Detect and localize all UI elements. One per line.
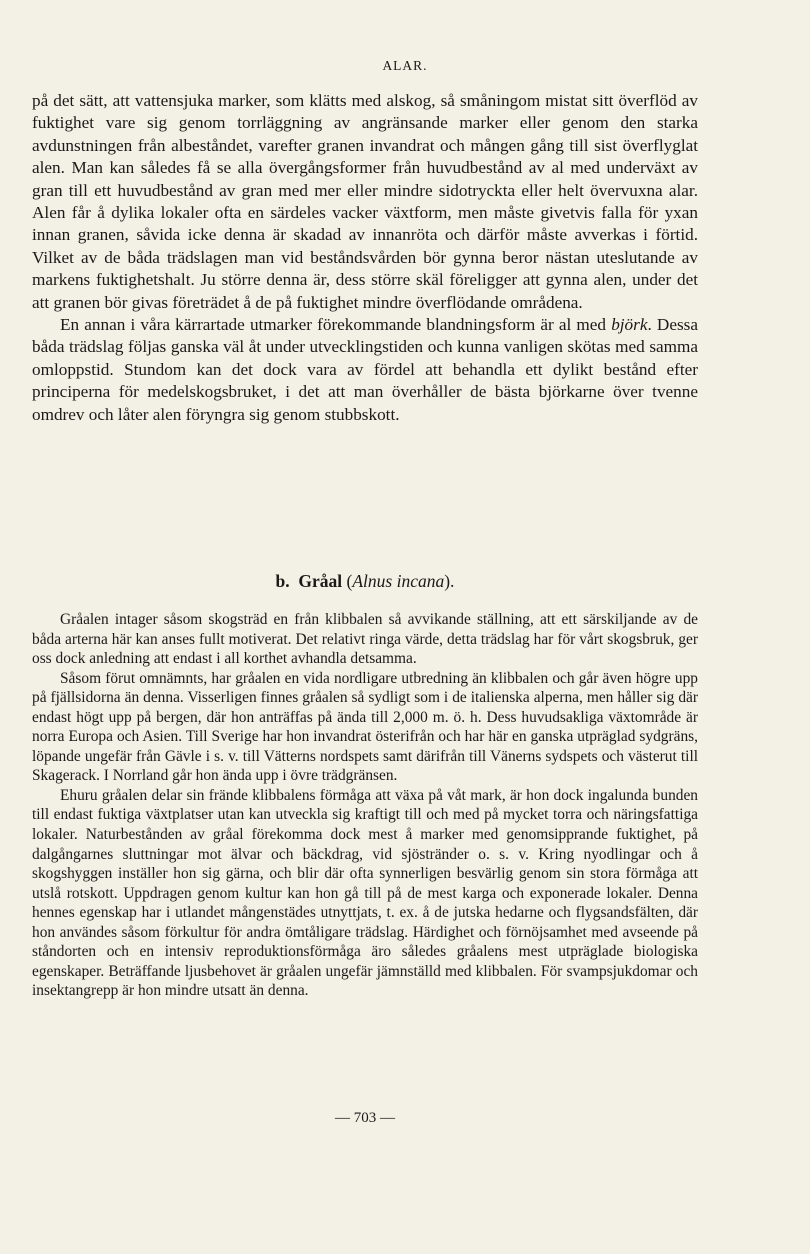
paragraph: på det sätt, att vattensjuka marker, som klätts med alskog, så småningom mistat sitt överflöd av fuktighet vare sig genom torrläggning av angränsande marker eller genom den starka avdunstningen från albeståndet, varefter granen invandrat och mången gång till sist överflyglat alen. Man kan således få se alla övergångsformer från huvudbestånd av al med underväxt av gran till ett huvudbestånd av gran med mer eller mindre sidotryckta eller helt övervuxna alar. Alen får å dylika lokaler ofta en särdeles vacker växtform, men måste givetvis falla för yxan innan granen, såvida icke denna är skadad av innanröta och därför måste avverkas i förtid. Vilket av de båda trädslagen man vid beståndsvården bör gynna beror nästan uteslutande av markens fuktighetshalt. Ju större denna är, dess större skäl föreligger att gynna alen, under det att granen bör givas företrädet å de på fuktighet mindre överflödande områdena. [32, 91, 698, 312]
latin-name: Alnus incana [352, 571, 445, 591]
paragraph-text: . Dessa båda trädslag följas ganska väl åt under utvecklingstiden och kunna vanligen skötas med samma omloppstid. Stundom kan det dock vara av fördel att behandla ett dylikt bestånd efter principerna för medelskogsbruket, i det att man överhåller de bästa björkarne över tvenne omdrev och låter alen föryngra sig genom stubbskott. [32, 315, 698, 424]
section-name: Gråal [298, 571, 343, 591]
upper-text-block [32, 90, 698, 426]
paragraph-text: En annan i våra kärrartade utmarker förekommande blandningsform är al med [60, 315, 612, 335]
running-head: ALAR. [382, 58, 428, 73]
italic-term: björk [611, 315, 648, 335]
paren-open: ( [346, 571, 353, 591]
section-label: b. [275, 571, 290, 591]
paragraph [32, 314, 698, 426]
paragraph: Såsom förut omnämnts, har gråalen en vida nordligare utbredning än klibbalen och går även högre upp på fjällsidorna än denna. Visserligen finnes gråalen så sydligt som i de italienska alperna, men håller sig där endast högt upp på bergen, där hon anträffas på ända till 2,000 m. ö. h. Dess huvudsakliga växtområde är norra Europa och Asien. Till Sverige har hon invandrat österifrån och har här en ganska utpräglad sydgräns, löpande ungefär från Gävle i s. v. till Vätterns nordspets samt därifrån till Vänerns sydspets och västerut till Skagerack. I Norrland går hon ända upp i övre trädgränsen. [32, 669, 698, 785]
page-number: — 703 — [335, 1110, 395, 1126]
paren-close: ). [444, 571, 455, 591]
section-heading [0, 571, 730, 592]
lower-text-block [32, 610, 698, 1001]
paragraph: Gråalen intager såsom skogsträd en från klibbalen så avvikande ställning, att ett särskiljande av de båda arterna här kan anses fullt motiverat. Det relativt ringa värde, detta trädslag har för vårt skogsbruk, ger oss dock anledning att endast i all korthet avhandla detsamma. [32, 611, 698, 668]
paragraph: Ehuru gråalen delar sin frände klibbalens förmåga att växa på våt mark, är hon dock ingalunda bunden till endast fuktiga växtplatser utan kan utveckla sig kraftigt till och med på mycket torra och näringsfattiga lokaler. Naturbestånden av gråal förekomma dock mest å marker med genomsipprande fuktighet, på dalgångarnes sluttningar mot älvar och bäckdrag, vid sjöstränder o. s. v. Kring nyodlingar och å skogshyggen inställer hon sig gärna, och blir där ofta synnerligen besvärlig genom sin stora förmåga att utslå rotskott. Uppdragen genom kultur kan hon gå till på de mest karga och exponerade lokaler. Denna hennes egenskap har i utlandet mångenstädes utnyttjats, t. ex. å de jutska hedarne och flygsandsfälten, där hon användes såsom förkultur för andra ömtåligare trädslag. Härdighet och förnöjsamhet med avseende på ståndorten och en intensiv reproduktionsförmåga äro således gråalens mest utpräglade biologiska egenskaper. Beträffande ljusbehovet är gråalen ungefär jämnställd med klibbalen. För svampsjukdomar och insektangrepp är hon mindre utsatt än denna. [32, 786, 698, 1000]
